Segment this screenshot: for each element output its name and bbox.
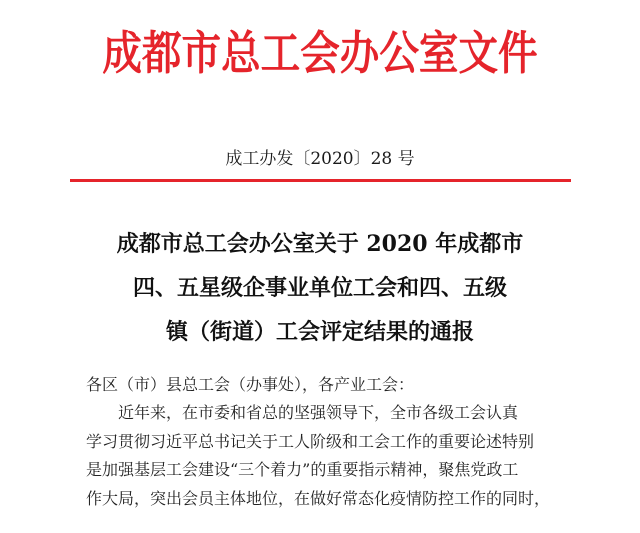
title-line-2: 四、五星级企事业单位工会和四、五级	[132, 275, 507, 301]
document-title	[60, 222, 580, 354]
body-line-1: 近年来，在市委和省总的坚强领导下，全市各级工会认真	[118, 403, 519, 422]
salutation: 各区（市）县总工会（办事处），各产业工会：	[86, 375, 415, 394]
body-line-2: 学习贯彻习近平总书记关于工人阶级和工会工作的重要论述特别	[86, 431, 535, 451]
document-body	[86, 399, 564, 513]
body-line-3: 是加强基层工会建设“三个着力”的重要指示精神，聚焦党政工	[86, 460, 519, 479]
document-number: 成工办发〔2020〕28 号	[225, 149, 415, 169]
body-line-4: 作大局，突出会员主体地位，在做好常态化疫情防控工作的同时，	[86, 488, 551, 508]
red-divider-line	[70, 179, 571, 182]
title-line-3: 镇（街道）工会评定结果的通报	[165, 319, 474, 345]
document-masthead: 成都市总工会办公室文件	[102, 26, 538, 80]
title-line-1: 成都市总工会办公室关于 2020 年成都市	[116, 231, 524, 257]
